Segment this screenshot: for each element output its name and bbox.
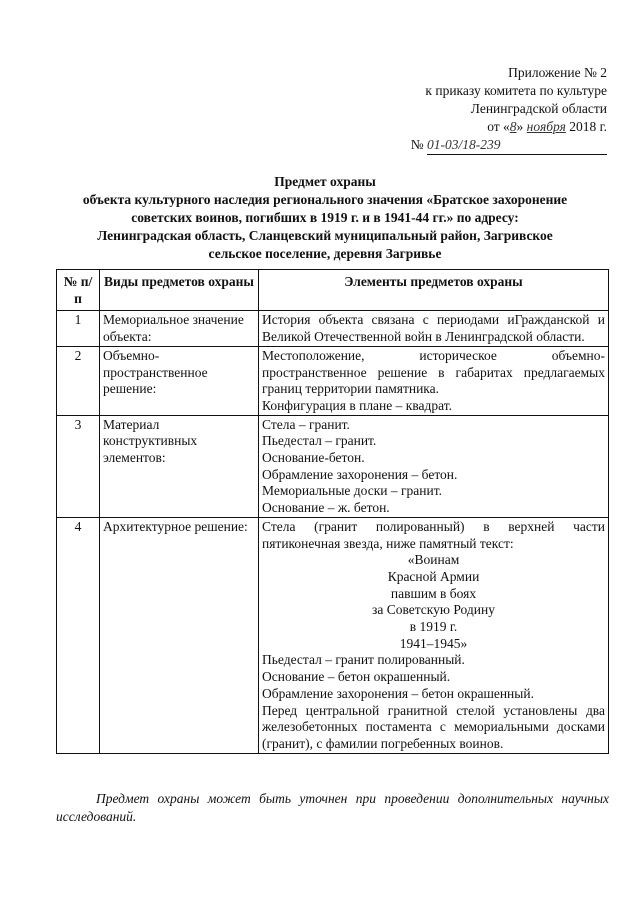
header-kind: Виды предметов охраны bbox=[100, 270, 259, 311]
footnote-note: Предмет охраны может быть уточнен при проведении дополнительных научных исследований. bbox=[56, 791, 609, 824]
order-number-handwritten: 01-03/18-239 bbox=[427, 136, 607, 155]
date-month: ноября bbox=[526, 119, 566, 134]
appendix-order-ref: к приказу комитета по культуре bbox=[425, 83, 607, 98]
inscription-line: в 1919 г. bbox=[409, 619, 458, 635]
appendix-region: Ленинградской области bbox=[470, 101, 607, 116]
table-row: 1 Мемориальное значение объекта: История объекта связана с периодами иГражданской и Великой Отечественной войн в Ленинградской области. bbox=[57, 311, 609, 346]
table-row: 2 Объемно-пространственное решение: Местоположение, историческое объемно-пространственное решение в габаритах предлагаемых границ территории памятника. Конфигурация в плане – квадрат. bbox=[57, 346, 609, 415]
date-day: 8 bbox=[509, 119, 517, 134]
protection-subject-table bbox=[56, 269, 609, 754]
appendix-number: Приложение № 2 bbox=[508, 65, 607, 80]
header-elements: Элементы предметов охраны bbox=[259, 270, 609, 311]
inscription-line: за Советскую Родину bbox=[372, 602, 495, 618]
table-row: 4 Архитектурное решение: Стела (гранит полированный) в верхней части пятиконечная звезда, ниже памятный текст: «Воинам Красной Армии павшим в боях за Советскую Родину в 1919 г. 1941–1945» Пьедестал – гранит полированный. Основание – бетон окрашенный. Обрамление захоронения – бетон окрашенный. Перед центральной гранитной стелой установлены два железобетонных постамента с мемориальными досками (гранит), с фамилии погребенных воинов. bbox=[57, 517, 609, 753]
table-row: 3 Материал конструктивных элементов: Стела – гранит. Пьедестал – гранит. Основание-бетон. Обрамление захоронения – бетон. Мемориальные доски – гранит. Основание – ж. бетон. bbox=[57, 415, 609, 517]
document-title: Предмет охраны объекта культурного наследия регионального значения «Братское захоронение советских воинов, погибших в 1919 г. и в 1941-44 гг.» по адресу: Ленинградская область, Сланцевский муниципальный район, Загривское сельское поселение, деревня Загривье bbox=[82, 174, 568, 261]
inscription-line: павшим в боях bbox=[390, 585, 477, 601]
table-header-row bbox=[57, 270, 609, 311]
appendix-header bbox=[355, 64, 607, 155]
inscription-line: 1941–1945» bbox=[399, 635, 468, 651]
appendix-date: от «8» ноября 2018 г. bbox=[487, 119, 607, 134]
appendix-order-number: № 01-03/18-239 bbox=[355, 136, 607, 155]
header-num: № п/п bbox=[57, 270, 100, 311]
inscription-line: Красной Армии bbox=[387, 568, 480, 584]
inscription-line: «Воинам bbox=[407, 552, 460, 568]
